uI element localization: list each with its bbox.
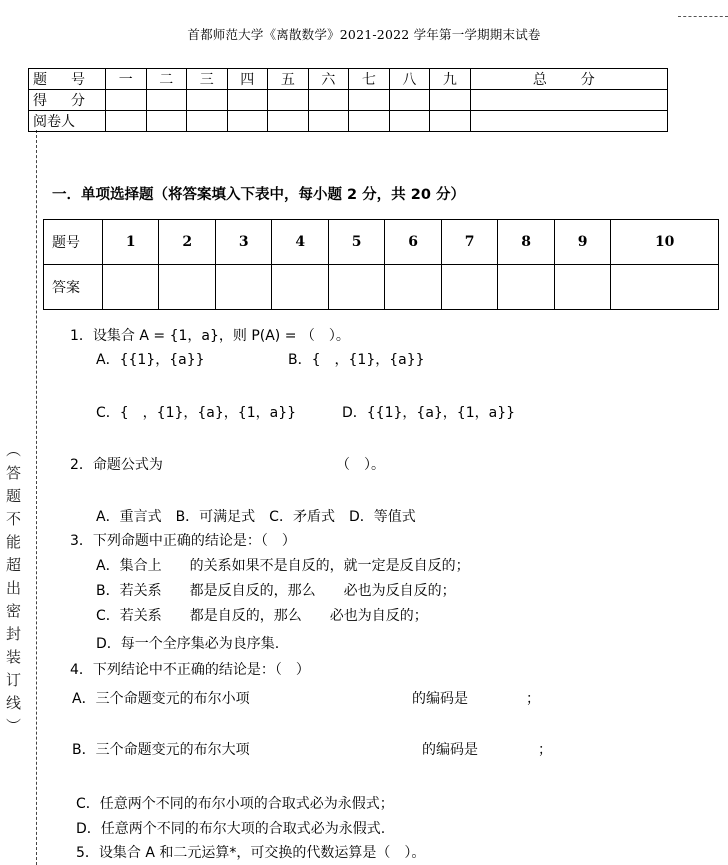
question-3-option-a: A．集合上 的关系如果不是自反的，就一定是反自反的； bbox=[96, 558, 470, 574]
binding-dashed-line bbox=[36, 130, 37, 865]
answer-cell[interactable] bbox=[441, 265, 497, 310]
score-col-header: 三 bbox=[187, 69, 228, 90]
grader-cell[interactable] bbox=[308, 111, 349, 132]
score-cell[interactable] bbox=[430, 90, 471, 111]
answer-cell[interactable] bbox=[385, 265, 441, 310]
answer-cell[interactable] bbox=[328, 265, 384, 310]
question-number: 9 bbox=[554, 220, 610, 265]
binding-line-note: （答题不能超出密封装订线） bbox=[4, 442, 22, 741]
answer-cell[interactable] bbox=[498, 265, 554, 310]
score-col-header: 二 bbox=[146, 69, 187, 90]
question-number: 5 bbox=[328, 220, 384, 265]
question-number: 7 bbox=[441, 220, 497, 265]
answer-table-number-row bbox=[44, 220, 719, 265]
score-row-label: 题 号 bbox=[29, 69, 106, 90]
question-4-option-a-end: ； bbox=[526, 691, 540, 707]
score-col-header: 七 bbox=[349, 69, 390, 90]
question-number: 2 bbox=[159, 220, 215, 265]
question-4-option-a-code: 的编码是 bbox=[412, 691, 468, 707]
grader-cell[interactable] bbox=[106, 111, 147, 132]
question-4-option-b-code: 的编码是 bbox=[422, 742, 478, 758]
grader-cell[interactable] bbox=[268, 111, 309, 132]
question-2-paren: （ ）。 bbox=[336, 457, 385, 473]
answer-row-label: 答案 bbox=[44, 265, 103, 310]
question-number: 6 bbox=[385, 220, 441, 265]
question-4-option-d: D．任意两个不同的布尔大项的合取式必为永假式. bbox=[76, 821, 386, 837]
score-row-label: 得 分 bbox=[29, 90, 106, 111]
score-col-header: 一 bbox=[106, 69, 147, 90]
score-table bbox=[28, 68, 668, 132]
question-4-option-a: A．三个命题变元的布尔小项 bbox=[72, 691, 250, 707]
score-col-header: 四 bbox=[227, 69, 268, 90]
score-cell[interactable] bbox=[389, 90, 430, 111]
question-2-stem: 2．命题公式为 bbox=[70, 457, 163, 473]
grader-cell[interactable] bbox=[146, 111, 187, 132]
score-cell[interactable] bbox=[349, 90, 390, 111]
answer-cell[interactable] bbox=[103, 265, 159, 310]
grader-cell[interactable] bbox=[227, 111, 268, 132]
question-1-option-a: A．{{1}，{a}} bbox=[96, 352, 205, 368]
section-title-choice: 一．单项选择题（将答案填入下表中，每小题 2 分，共 20 分） bbox=[52, 187, 465, 203]
score-col-header: 九 bbox=[430, 69, 471, 90]
question-1-stem: 1．设集合 A = {1，a}，则 P(A) = （ ）。 bbox=[70, 328, 350, 344]
question-1-option-d: D．{{1}，{a}，{1，a}} bbox=[342, 405, 516, 421]
score-col-header: 八 bbox=[389, 69, 430, 90]
question-1-option-c: C．{ ，{1}，{a}，{1，a}} bbox=[96, 405, 297, 421]
score-table-row-grader bbox=[29, 111, 668, 132]
score-table-row-score bbox=[29, 90, 668, 111]
question-number: 8 bbox=[498, 220, 554, 265]
grader-cell[interactable] bbox=[389, 111, 430, 132]
answer-table-answer-row bbox=[44, 265, 719, 310]
question-3-stem: 3．下列命题中正确的结论是：（ ） bbox=[70, 533, 296, 549]
corner-dash-mark bbox=[678, 16, 728, 17]
question-2-options: A．重言式 B．可满足式 C．矛盾式 D．等值式 bbox=[96, 509, 416, 525]
score-cell[interactable] bbox=[187, 90, 228, 111]
answer-cell[interactable] bbox=[215, 265, 271, 310]
question-4-option-c: C．任意两个不同的布尔小项的合取式必为永假式； bbox=[76, 796, 394, 812]
question-4-stem: 4．下列结论中不正确的结论是：（ ） bbox=[70, 662, 310, 678]
grader-cell[interactable] bbox=[470, 111, 667, 132]
question-3-option-c: C．若关系 都是自反的，那么 必也为自反的； bbox=[96, 608, 428, 624]
question-5-stem: 5．设集合 A 和二元运算*，可交换的代数运算是（ ）。 bbox=[76, 845, 426, 861]
question-number: 4 bbox=[272, 220, 328, 265]
question-4-option-b: B．三个命题变元的布尔大项 bbox=[72, 742, 250, 758]
score-cell[interactable] bbox=[308, 90, 349, 111]
exam-header-title: 首都师范大学《离散数学》2021-2022 学年第一学期期末试卷 bbox=[187, 27, 541, 42]
score-table-row-number bbox=[29, 69, 668, 90]
answer-cell[interactable] bbox=[159, 265, 215, 310]
score-cell[interactable] bbox=[227, 90, 268, 111]
question-3-option-b: B．若关系 都是反自反的，那么 必也为反自反的； bbox=[96, 583, 456, 599]
answer-cell[interactable] bbox=[272, 265, 328, 310]
question-1-option-b: B．{ ，{1}，{a}} bbox=[288, 352, 425, 368]
score-cell[interactable] bbox=[470, 90, 667, 111]
score-row-label: 阅卷人 bbox=[29, 111, 106, 132]
grader-cell[interactable] bbox=[430, 111, 471, 132]
answer-cell[interactable] bbox=[554, 265, 610, 310]
score-cell[interactable] bbox=[146, 90, 187, 111]
score-col-header: 五 bbox=[268, 69, 309, 90]
score-col-header: 总 分 bbox=[470, 69, 667, 90]
question-4-option-b-end: ； bbox=[538, 742, 552, 758]
question-number: 10 bbox=[611, 220, 719, 265]
score-cell[interactable] bbox=[106, 90, 147, 111]
answer-row-label: 题号 bbox=[44, 220, 103, 265]
question-number: 1 bbox=[103, 220, 159, 265]
score-cell[interactable] bbox=[268, 90, 309, 111]
question-number: 3 bbox=[215, 220, 271, 265]
question-3-option-d: D．每一个全序集必为良序集. bbox=[96, 636, 280, 652]
score-col-header: 六 bbox=[308, 69, 349, 90]
grader-cell[interactable] bbox=[349, 111, 390, 132]
grader-cell[interactable] bbox=[187, 111, 228, 132]
answer-cell[interactable] bbox=[611, 265, 719, 310]
answer-table bbox=[43, 219, 719, 310]
